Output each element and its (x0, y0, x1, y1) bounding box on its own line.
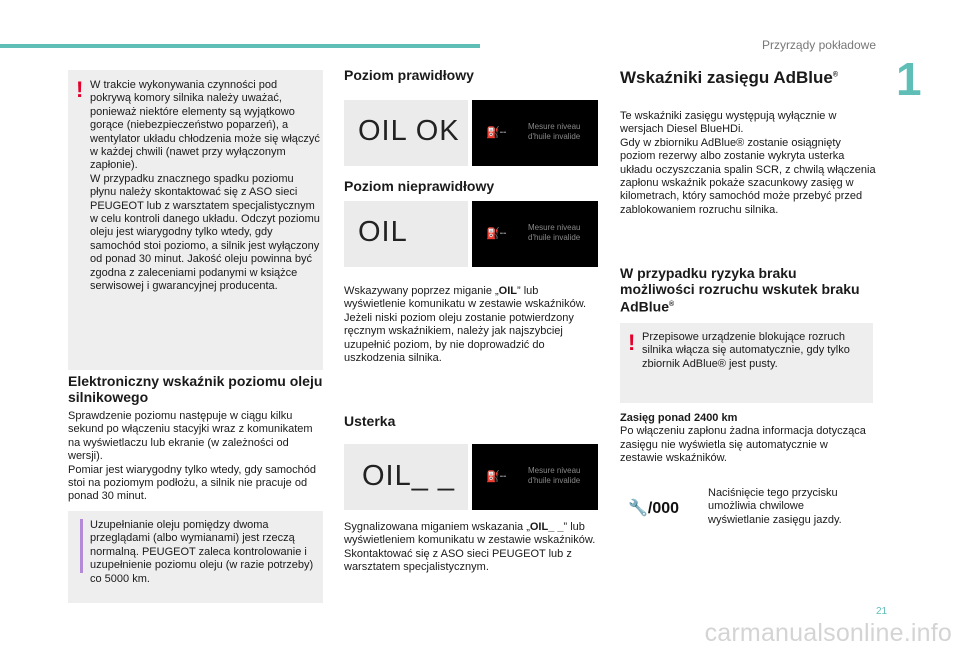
level-low-text: Wskazywany poprzez miganie „OIL” lub wyświetlenie komunikatu w zestawie wskaźników. Jeżeli niski poziom oleju zostanie potwierdzony ręcznym wskaźnikiem, należy jak najszybciej uzupełnić poziom, by nie doprowadzić do uszkodzenia silnika. (344, 285, 587, 365)
instrument-panel-image: ⛽╌ Mesure niveau d'huile invalide (472, 444, 598, 510)
chapter-number: 1 (896, 53, 922, 105)
level-low-title: Poziom nieprawidłowy (344, 178, 495, 194)
instrument-panel-image: ⛽╌ Mesure niveau d'huile invalide (472, 100, 598, 166)
warning-icon: ! (628, 330, 636, 355)
adblue-warning-text: Przepisowe urządzenie blokujące rozruch silnika włącza się automatycznie, gdy tylko zbiornik AdBlue® jest pusty. (642, 331, 850, 370)
adblue-title: Wskaźniki zasięgu AdBlue® (620, 68, 839, 87)
watermark: carmanualsonline.info (704, 619, 952, 647)
range-block (620, 412, 870, 466)
instrument-panel-image: ⛽╌ Mesure niveau d'huile invalide (472, 201, 598, 267)
oil-ok-display: OIL OK (344, 100, 468, 166)
header-accent-bar (0, 44, 480, 48)
fault-text: Sygnalizowana miganiem wskazania „OIL_ _” lub wyświetleniem komunikatu w zestawie wskaźników. Skontaktować się z ASO sieci PEUGEOT lub z warsztatem specjalistycznym. (344, 521, 596, 574)
oil-can-icon: ⛽╌ (486, 228, 507, 240)
fault-title: Usterka (344, 413, 396, 429)
page-number: 21 (876, 606, 888, 617)
warning-icon: ! (76, 77, 84, 102)
wrench-button-icon: 🔧/000 (628, 500, 680, 517)
oil-can-icon: ⛽╌ (486, 127, 507, 139)
electronic-gauge-text: Sprawdzenie poziomu następuje w ciągu kilku sekund po włączeniu stacyjki wraz z komunikatem na wyświetlaczu lub ekranie (w zależności od wersji). Pomiar jest wiarygodny tylko wtedy, gdy samochód stoi na poziomym podłożu, a silnik nie pracuje od ponad 30 minut. (68, 410, 317, 503)
warning-text: W trakcie wykonywania czynności pod pokrywą komory silnika należy uważać, ponieważ niektóre elementy są wyjątkowo gorące (niebezpieczeństwo poparzeń), a wentylator układu chłodzenia może się włączyć w każdej chwili (nawet przy wyłączonym zapłonie). W przypadku znacznego spadku poziomu płynu należy skontaktować się z ASO sieci PEUGEOT lub z warsztatem specjalistycznym w celu kontroli danego układu. Odczyt poziomu oleju jest wiarygodny tylko wtedy, gdy samochód stoi poziomo, a silnik jest wyłączony od ponad 30 minut. Jakość oleju powinna być zgodna z zaleceniami podanymi w książce serwisowej i gwarancyjnej producenta. (90, 79, 320, 293)
range-title: Zasięg ponad 2400 km (620, 412, 738, 424)
info-icon (80, 519, 83, 573)
oil-can-icon: ⛽╌ (486, 471, 507, 483)
range-text: Po włączeniu zapłonu żadna informacja dotycząca zasięgu nie wyświetla się automatycznie w zestawie wskaźników. (620, 425, 866, 465)
adblue-intro: Te wskaźniki zasięgu występują wyłącznie w wersjach Diesel BlueHDi. Gdy w zbiorniku AdBlue® zostanie osiągnięty poziom rezerwy albo zostanie wykryta usterka układu oczyszczania spalin SCR, z chwilą włączenia zapłonu wskaźnik pokaże szacunkowy zasięg w kilometrach, który samochód może przebyć przed zablokowaniem rozruchu silnika. (620, 110, 876, 216)
oil-low-display: OIL (344, 201, 468, 267)
risk-title: W przypadku ryzyka braku możliwości rozruchu wskutek braku AdBlue® (620, 265, 860, 315)
wrench-button-text: Naciśnięcie tego przycisku umożliwia chwilowe wyświetlanie zasięgu jazdy. (708, 487, 842, 526)
oil-fault-display: OIL_ _ (344, 444, 468, 510)
electronic-gauge-title: Elektroniczny wskaźnik poziomu oleju silnikowego (68, 373, 323, 405)
info-text: Uzupełnianie oleju pomiędzy dwoma przeglądami (albo wymianami) jest rzeczą normalną. PEUGEOT zaleca kontrolowanie i uzupełnienie poziomu oleju (w razie potrzeby) co 5000 km. (90, 519, 314, 585)
section-title: Przyrządy pokładowe (761, 38, 876, 52)
level-ok-title: Poziom prawidłowy (344, 67, 474, 83)
